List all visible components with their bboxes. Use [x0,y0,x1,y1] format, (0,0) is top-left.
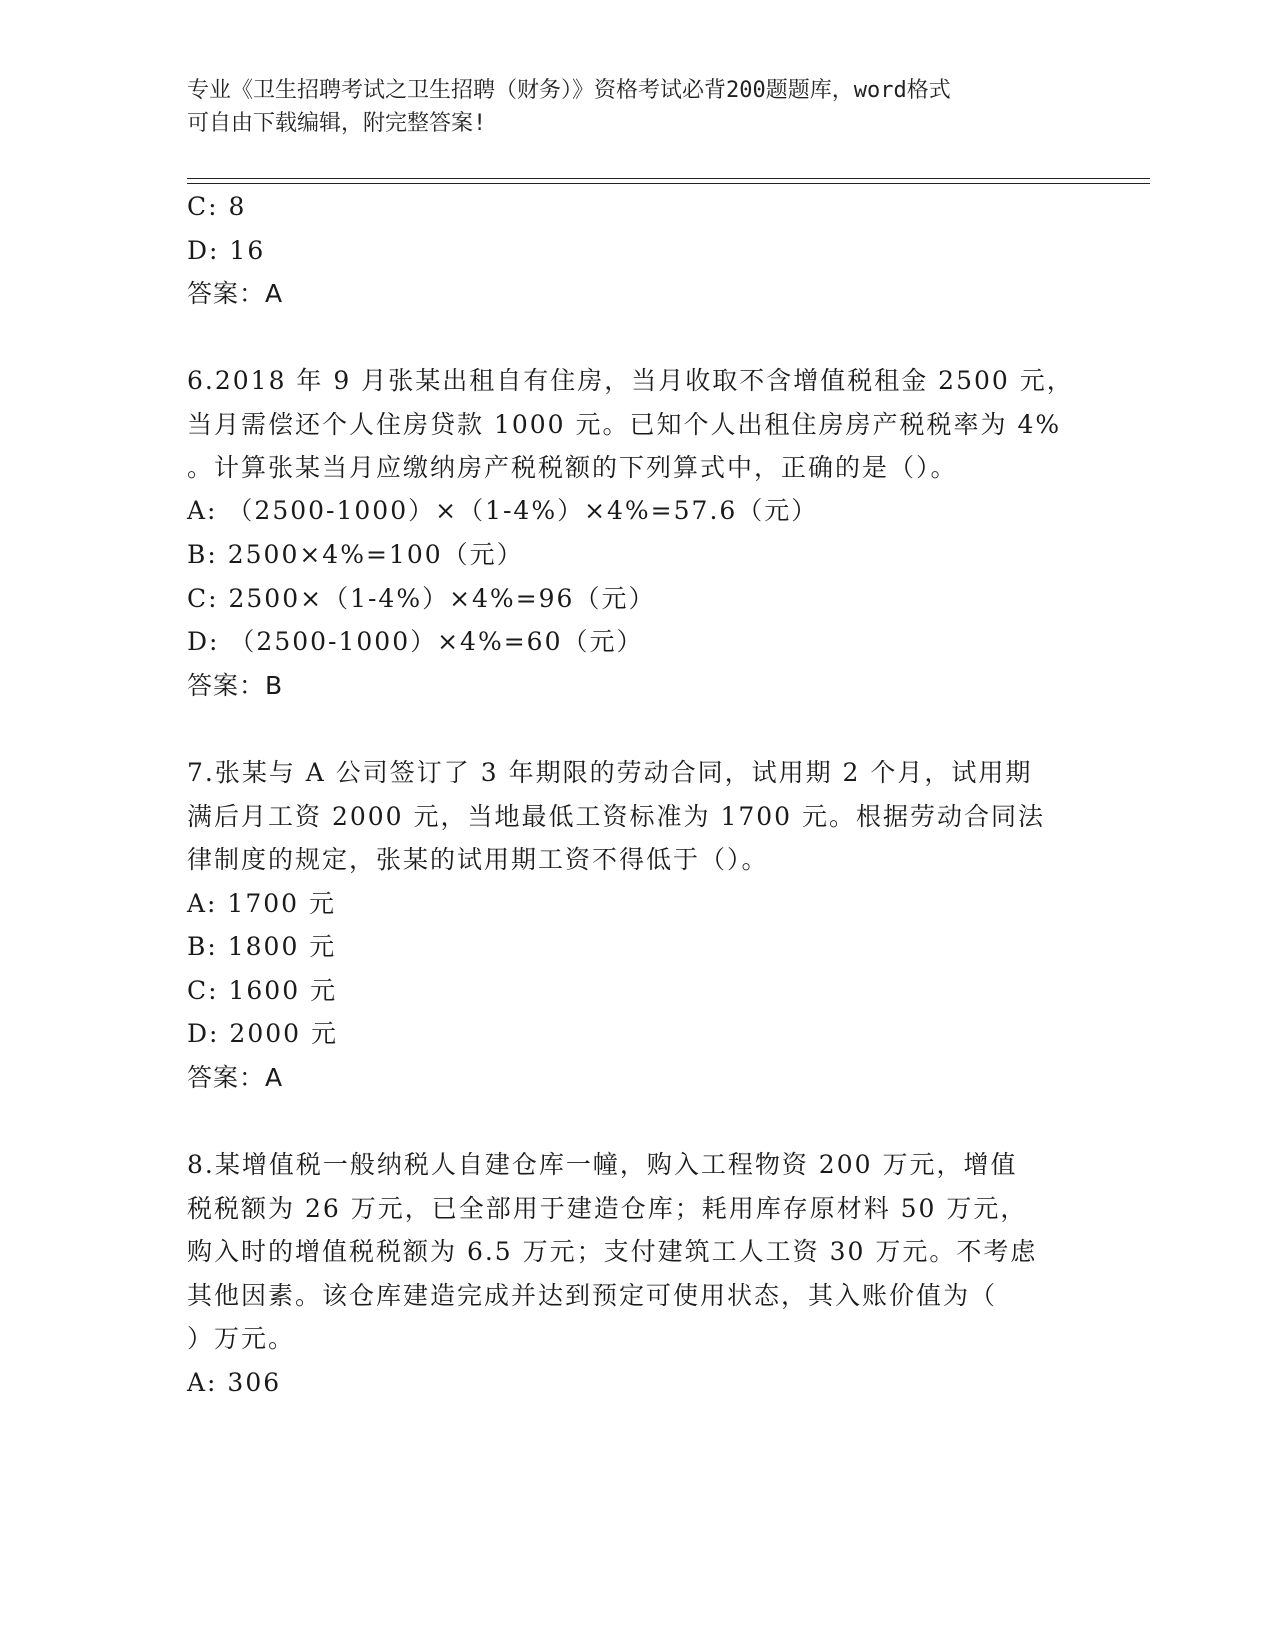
q8-option-a: A: 306 [187,1368,282,1397]
q6-stem-line-1: 6.2018 年 9 月张某出租自有住房，当月收取不含增值税租金 2500 元， [187,366,1074,395]
q5-answer: 答案：A [187,279,284,308]
q5-option-d: D: 16 [187,236,266,265]
q8-stem-line-1: 8.某增值税一般纳税人自建仓库一幢，购入工程物资 200 万元，增值 [187,1150,1018,1179]
q7-option-c: C: 1600 元 [187,976,338,1005]
q6-option-d: D: （2500-1000）×4%=60（元） [187,627,644,656]
document-header [187,74,1087,140]
q6-option-c: C: 2500×（1-4%）×4%=96（元） [187,584,656,613]
q7-stem-line-1: 7.张某与 A 公司签订了 3 年期限的劳动合同，试用期 2 个月，试用期 [187,758,1033,787]
q6-option-a: A: （2500-1000）×（1-4%）×4%=57.6（元） [187,496,819,525]
q6-stem-line-3: 。计算张某当月应缴纳房产税税额的下列算式中，正确的是（）。 [187,453,958,482]
header-title-line-1: 专业《卫生招聘考试之卫生招聘（财务）》资格考试必背200题题库，word格式 [187,78,951,103]
q7-answer: 答案：A [187,1063,284,1092]
q7-option-d: D: 2000 元 [187,1019,338,1048]
q8-stem-line-2: 税税额为 26 万元，已全部用于建造仓库；耗用库存原材料 50 万元， [187,1194,1028,1223]
q6-stem-line-2: 当月需偿还个人住房贷款 1000 元。已知个人出租住房房产税税率为 4% [187,410,1062,439]
q5-option-c: C: 8 [187,192,247,221]
q8-stem-line-3: 购入时的增值税税额为 6.5 万元；支付建筑工人工资 30 万元。不考虑 [187,1237,1038,1266]
q8-stem-line-4: 其他因素。该仓库建造完成并达到预定可使用状态，其入账价值为（ [187,1281,998,1310]
q8-stem-line-5: ）万元。 [187,1324,296,1353]
q7-stem-line-3: 律制度的规定，张某的试用期工资不得低于（）。 [187,845,769,874]
q7-option-a: A: 1700 元 [187,889,336,918]
q6-option-b: B: 2500×4%=100（元） [187,540,524,569]
header-divider-bottom [187,183,1150,184]
q7-stem-line-2: 满后月工资 2000 元，当地最低工资标准为 1700 元。根据劳动合同法 [187,802,1046,831]
header-divider-top [187,178,1150,179]
q7-option-b: B: 1800 元 [187,932,337,961]
q6-answer: 答案：B [187,671,284,700]
header-title-line-2: 可自由下载编辑，附完整答案! [187,111,487,136]
